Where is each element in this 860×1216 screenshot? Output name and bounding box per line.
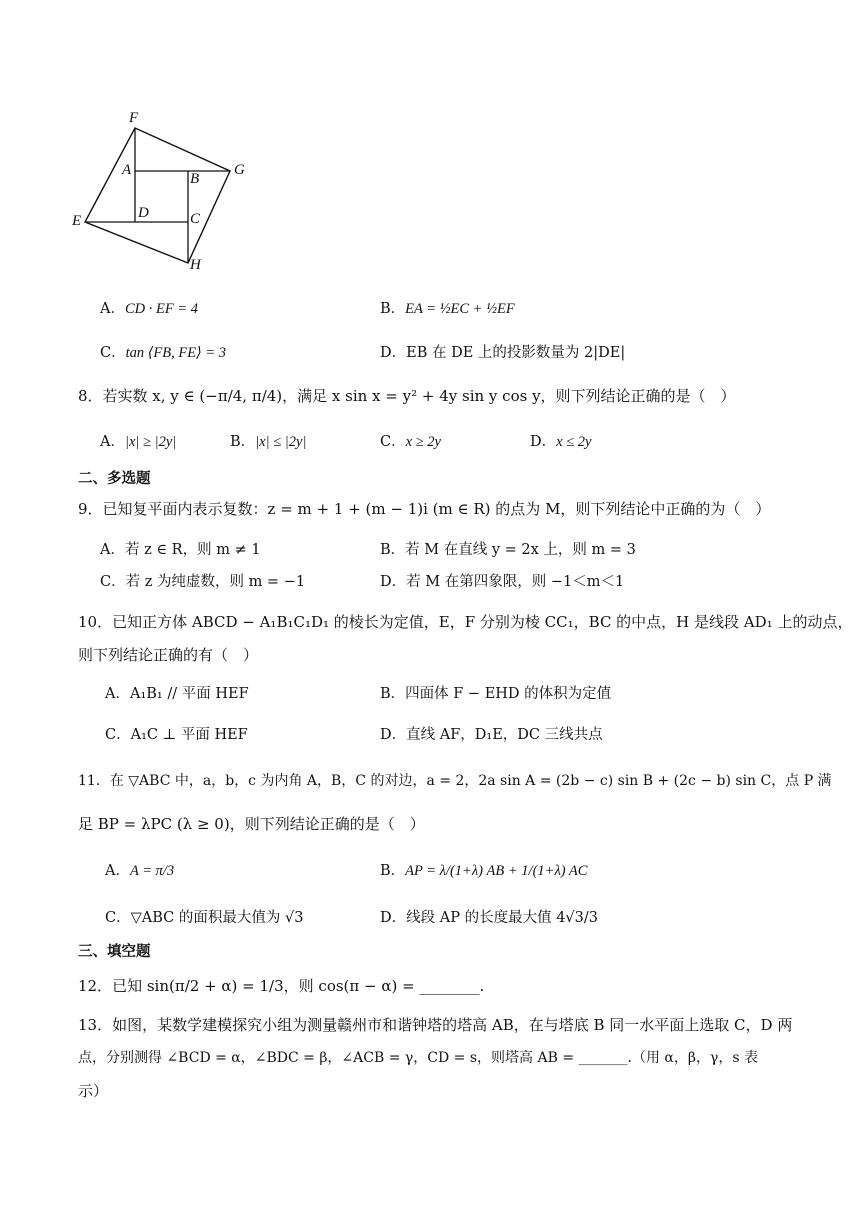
q9-option-d[interactable]: D．若 M 在第四象限，则 −1＜m＜1 xyxy=(380,574,625,590)
q8-option-b[interactable]: B．|x| ≤ |2y| xyxy=(230,434,307,450)
q11-option-a[interactable]: A．A = π/3 xyxy=(105,863,175,879)
q7-option-a[interactable]: A．CD · EF = 4 xyxy=(100,301,199,317)
geometry-figure xyxy=(70,110,270,280)
label-d: D xyxy=(138,205,149,221)
q10-option-d[interactable]: D．直线 AF，D₁E，DC 三线共点 xyxy=(380,727,603,743)
label-e: E xyxy=(72,213,82,229)
label-f: F xyxy=(129,110,139,126)
q7-option-b[interactable]: B．EA = ½EC + ½EF xyxy=(380,301,515,317)
label-b: B xyxy=(190,171,200,187)
q11-option-b[interactable]: B．AP = λ/(1+λ) AB + 1/(1+λ) AC xyxy=(380,863,588,879)
q8-option-c[interactable]: C．x ≥ 2y xyxy=(380,434,441,450)
figure-svg xyxy=(70,110,270,280)
q13-stem-line3: 示） xyxy=(78,1082,109,1100)
label-a: A xyxy=(122,162,132,178)
q11-stem-line2: 足 BP = λPC (λ ≥ 0)，则下列结论正确的是（ ） xyxy=(78,815,425,833)
q8-option-a[interactable]: A．|x| ≥ |2y| xyxy=(100,434,177,450)
q7-option-c[interactable]: C．tan ⟨FB, FE⟩ = 3 xyxy=(100,345,227,361)
q10-stem-line1: 10．已知正方体 ABCD − A₁B₁C₁D₁ 的棱长为定值，E，F 分别为棱 CC₁，BC 的中点，H 是线段 AD₁ 上的动点， xyxy=(78,613,853,631)
q10-option-a[interactable]: A．A₁B₁ // 平面 HEF xyxy=(105,686,249,702)
q11-option-c[interactable]: C．▽ABC 的面积最大值为 √3 xyxy=(105,910,304,926)
q10-option-c[interactable]: C．A₁C ⊥ 平面 HEF xyxy=(105,727,248,743)
q8-option-d[interactable]: D．x ≤ 2y xyxy=(530,434,592,450)
q9-option-a[interactable]: A．若 z ∈ R，则 m ≠ 1 xyxy=(100,542,261,558)
q9-option-c[interactable]: C．若 z 为纯虚数，则 m = −1 xyxy=(100,574,306,590)
q11-stem-line1: 11．在 ▽ABC 中，a，b，c 为内角 A，B，C 的对边，a = 2，2a sin A = (2b − c) sin B + (2c − b) sin C，点 P 满 xyxy=(78,773,832,789)
q9-stem: 9．已知复平面内表示复数：z = m + 1 + (m − 1)i (m ∈ R) 的点为 M，则下列结论中正确的为（ ） xyxy=(78,500,771,518)
label-h: H xyxy=(190,257,201,273)
outer-square xyxy=(85,128,230,263)
label-g: G xyxy=(234,162,245,178)
q8-stem: 8．若实数 x, y ∈ (−π/4, π/4)，满足 x sin x = y² + 4y sin y cos y，则下列结论正确的是（ ） xyxy=(78,387,736,405)
q9-option-b[interactable]: B．若 M 在直线 y = 2x 上，则 m = 3 xyxy=(380,542,636,558)
q12-stem: 12．已知 sin(π/2 + α) = 1/3，则 cos(π − α) = ________. xyxy=(78,977,485,995)
section-fill-in: 三、填空题 xyxy=(78,944,151,960)
section-multiple-choice: 二、多选题 xyxy=(78,471,151,487)
q13-stem-line1: 13．如图，某数学建模探究小组为测量赣州市和谐钟塔的塔高 AB，在与塔底 B 同一水平面上选取 C，D 两 xyxy=(78,1016,793,1034)
q7-option-d[interactable]: D．EB 在 DE 上的投影数量为 2|DE| xyxy=(380,345,626,361)
q13-stem-line2: 点，分别测得 ∠BCD = α，∠BDC = β，∠ACB = γ，CD = s，则塔高 AB = _______.（用 α，β，γ，s 表 xyxy=(78,1050,758,1066)
q10-stem-line2: 则下列结论正确的有（ ） xyxy=(78,646,259,664)
q10-option-b[interactable]: B．四面体 F − EHD 的体积为定值 xyxy=(380,686,612,702)
q11-option-d[interactable]: D．线段 AP 的长度最大值 4√3/3 xyxy=(380,910,598,926)
label-c: C xyxy=(190,211,201,227)
